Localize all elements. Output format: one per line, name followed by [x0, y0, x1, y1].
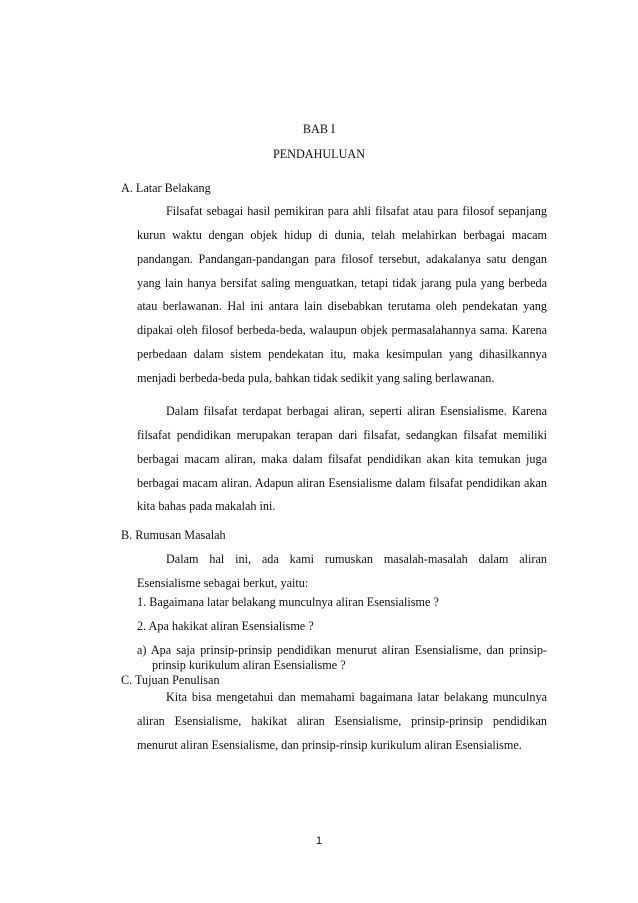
- section-a-paragraph-1-text: Filsafat sebagai hasil pemikiran para ahli filsafat atau para filosof sepanjang kurun waktu dengan objek hidup di dunia, telah melahirkan berbagai macam pandangan. Pandangan-pandangan para filosof tersebut, adakalanya satu dengan yang lain hanya bersifat saling menguatkan, tetapi tidak jarang pula yang berbeda atau berlawanan. Hal ini antara lain disebabkan terutama oleh pendekatan yang dipakai oleh filosof berbeda-beda, walaupun objek permasalahannya sama. Karena perbedaan dalam sistem pendekatan itu, maka kesimpulan yang dihasilkannya menjadi berbeda-beda pula, bahkan tidak sedikit yang saling berlawanan.: [137, 204, 547, 385]
- section-b-intro: [137, 548, 547, 596]
- section-c-paragraph: [137, 686, 547, 758]
- section-b-heading: B. Rumusan Masalah: [121, 528, 226, 542]
- list-item-wrapped: [137, 643, 547, 673]
- section-a-paragraph-1: [137, 200, 547, 391]
- list-item: 2. Apa hakikat aliran Esensialisme ?: [137, 619, 314, 633]
- chapter-number: BAB I: [302, 122, 336, 136]
- page-number: 1: [315, 835, 323, 847]
- list-item: 1. Bagaimana latar belakang munculnya aliran Esensialisme ?: [137, 595, 439, 609]
- section-c-paragraph-text: Kita bisa mengetahui dan memahami bagaimana latar belakang munculnya aliran Esensialisme, hakikat aliran Esensialisme, prinsip-prinsip pendidikan menurut aliran Esensialisme, dan prinsip-rinsip kurikulum aliran Esensialisme.: [137, 690, 547, 752]
- section-a-paragraph-2-text: Dalam filsafat terdapat berbagai aliran, seperti aliran Esensialisme. Karena filsafat pendidikan merupakan terapan dari filsafat, sedangkan filsafat memiliki berbagai macam aliran, maka dalam filsafat pendidikan akan kita temukan juga berbagai macam aliran. Adapun aliran Esensialisme dalam filsafat pendidikan akan kita bahas pada makalah ini.: [137, 404, 547, 514]
- section-a-heading: A. Latar Belakang: [121, 181, 211, 195]
- section-a-paragraph-2: [137, 400, 547, 519]
- chapter-title: PENDAHULUAN: [272, 147, 366, 161]
- section-c-heading: C. Tujuan Penulisan: [121, 673, 220, 687]
- list-item: a) Apa saja prinsip-prinsip pendidikan menurut aliran Esensialisme, dan prinsip-prinsip kurikulum aliran Esensialisme ?: [137, 643, 547, 672]
- section-b-intro-text: Dalam hal ini, ada kami rumuskan masalah-masalah dalam aliran Esensialisme sebagai berkut, yaitu:: [137, 552, 547, 590]
